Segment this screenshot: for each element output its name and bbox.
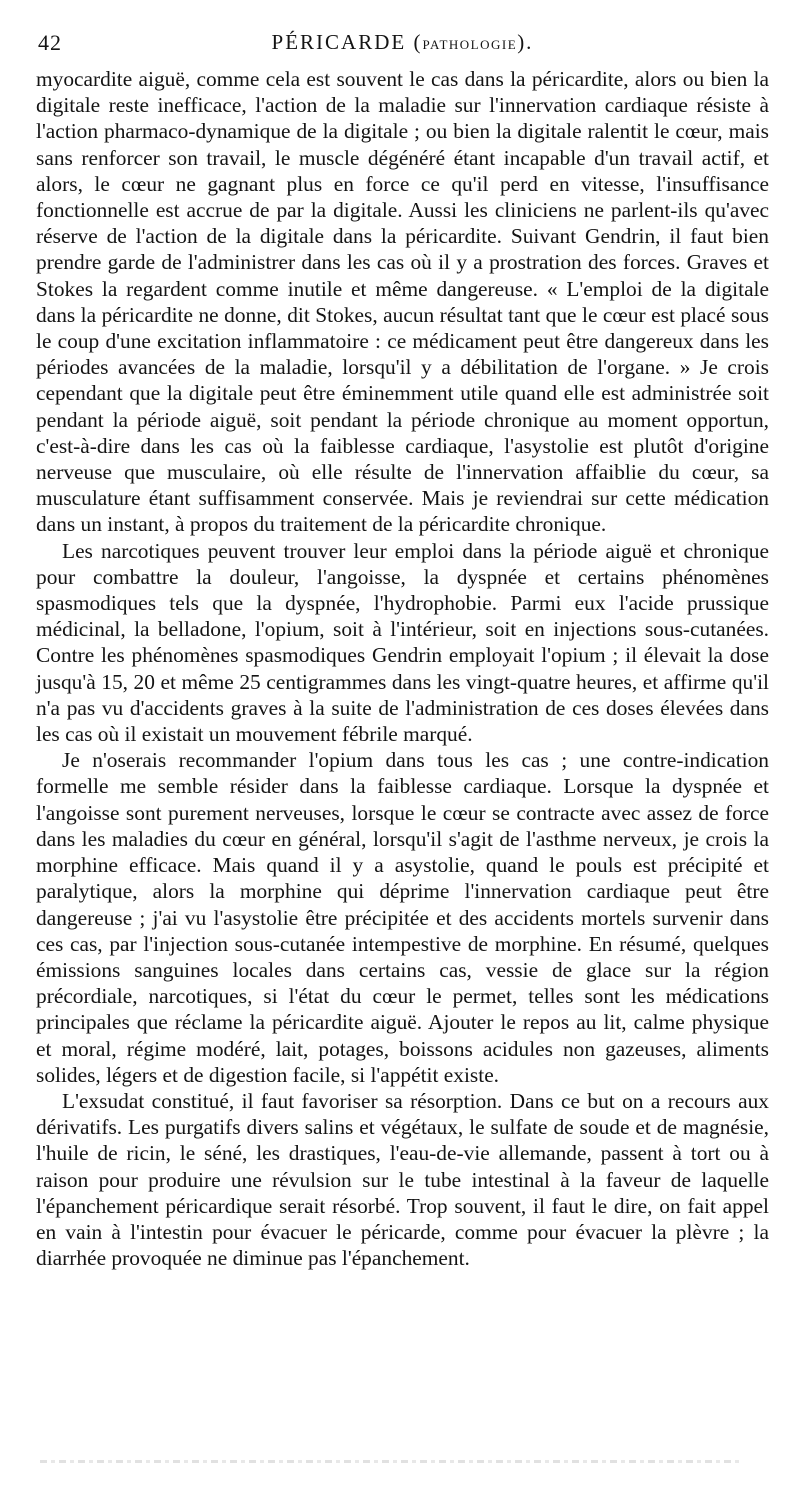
- page-body: [36, 66, 769, 1271]
- page-number: 42: [38, 30, 62, 55]
- paragraph-exsudat: L'exsudat constitué, il faut favoriser sa résorption. Dans ce but on a recours aux dérivatifs. Les purgatifs divers salins et végétaux, le sulfate de soude et de magnésie, l'huile de ricin, le séné, les drastiques, l'eau-de-vie allemande, passent à tort ou à raison pour produire une révulsion sur le tube intestinal à la faveur de laquelle l'épanchement péricardique serait résorbé. Trop souvent, il faut le dire, on fait appel en vain à l'intestin pour évacuer le péricarde, comme pour évacuer la plèvre ; la diarrhée provoquée ne diminue pas l'épanchement.: [36, 1088, 769, 1271]
- paragraph-opium: Je n'oserais recommander l'opium dans tous les cas ; une contre-indication formelle me semble résider dans la faiblesse cardiaque. Lorsque la dyspnée et l'angoisse sont purement nerveuses, lorsque le cœur se contracte avec assez de force dans les maladies du cœur en général, lorsqu'il s'agit de l'asthme nerveux, je crois la morphine efficace. Mais quand il y a asystolie, quand le pouls est précipité et paralytique, alors la morphine qui déprime l'innervation cardiaque peut être dangereuse ; j'ai vu l'asystolie être précipitée et des accidents mortels survenir dans ces cas, par l'injection sous-cutanée intempestive de morphine. En résumé, quelques émissions sanguines locales dans certains cas, vessie de glace sur la région précordiale, narcotiques, si l'état du cœur le permet, telles sont les médications principales que réclame la péricardite aiguë. Ajouter le repos au lit, calme physique et moral, régime modéré, lait, potages, boissons acidules non gazeuses, aliments solides, légers et de digestion facile, si l'appétit existe.: [36, 748, 769, 1087]
- book-page: [36, 0, 769, 1498]
- running-head: [36, 30, 769, 60]
- running-title-section: PATHOLOGIE: [422, 37, 518, 52]
- paragraph-continued: myocardite aiguë, comme cela est souvent le cas dans la péricardite, alors ou bien la digitale reste inefficace, l'action de la maladie sur l'innervation cardiaque résiste à l'action pharmaco-dynamique de la digitale ; ou bien la digitale ralentit le cœur, mais sans renforcer son travail, le muscle dégénéré étant incapable d'un travail actif, et alors, le cœur ne gagnant plus en force ce qu'il perd en vitesse, l'insuffisance fonctionnelle est accrue de par la digitale. Aussi les cliniciens ne parlent-ils qu'avec réserve de l'action de la digitale dans la péricardite. Suivant Gendrin, il faut bien prendre garde de l'administrer dans les cas où il y a prostration des forces. Graves et Stokes la regardent comme inutile et même dangereuse. « L'emploi de la digitale dans la péricardite ne donne, dit Stokes, aucun résultat tant que le cœur est placé sous le coup d'une excitation inflammatoire : ce médicament peut être dangereux dans les périodes avancées de la maladie, lorsqu'il y a débilitation de l'organe. » Je crois cependant que la digitale peut être éminemment utile quand elle est administrée soit pendant la période aiguë, soit pendant la période chronique au moment opportun, c'est-à-dire dans les cas où la faiblesse cardiaque, l'asystolie est plutôt d'origine nerveuse que musculaire, où elle résulte de l'innervation affaiblie du cœur, sa musculature étant suffisamment conservée. Mais je reviendrai sur cette médication dans un instant, à propos du traitement de la péricardite chronique.: [36, 67, 769, 537]
- running-title: [36, 30, 769, 55]
- paragraph-narcotiques: Les narcotiques peuvent trouver leur emploi dans la période aiguë et chronique pour combattre la douleur, l'angoisse, la dyspnée et certains phénomènes spasmodiques tels que la dyspnée, l'hydrophobie. Parmi eux l'acide prussique médicinal, la belladone, l'opium, soit à l'intérieur, soit en injections sous-cutanées. Contre les phénomènes spasmodiques Gendrin employait l'opium ; il élevait la dose jusqu'à 15, 20 et même 25 centigrammes dans les vingt-quatre heures, et affirme qu'il n'a pas vu d'accidents graves à la suite de l'administration de ces doses élevées dans les cas où il existait un mouvement fébrile marqué.: [36, 538, 769, 747]
- running-title-end: ).: [517, 30, 534, 54]
- running-title-main: PÉRICARDE (: [271, 30, 423, 54]
- bleed-through-line: [40, 1460, 740, 1463]
